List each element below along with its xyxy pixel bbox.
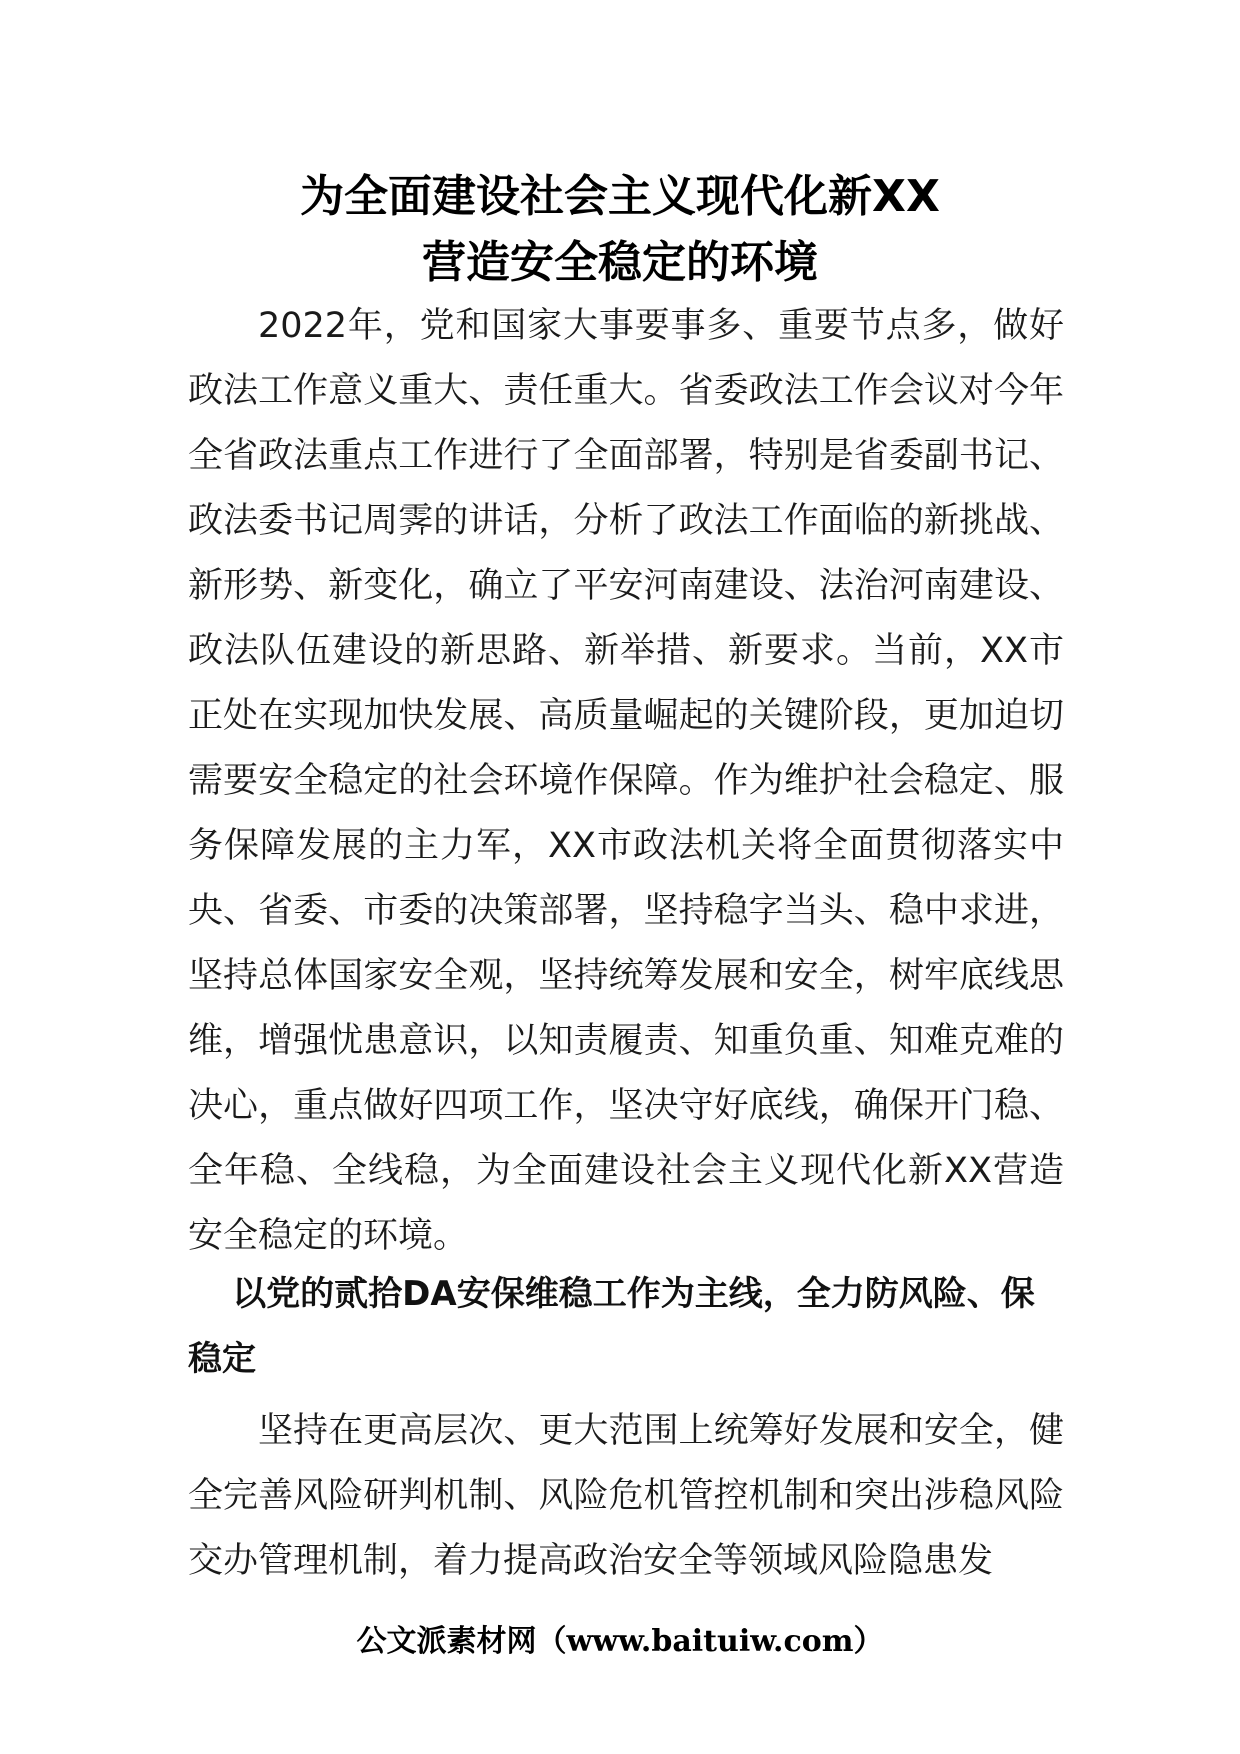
document-title-line-1: 为全面建设社会主义现代化新XX <box>300 171 940 222</box>
section-heading: 以党的贰拾DA安保维稳工作为主线，全力防风险、保稳定 <box>188 1274 1035 1379</box>
section-paragraph: 坚持在更高层次、更大范围上统筹好发展和安全，健全完善风险研判机制、风险危机管控机制和突出涉稳风险交办管理机制，着力提高政治安全等领域风险隐患发 <box>188 1411 1064 1581</box>
footer-watermark: 公文派素材网（www.baituiw.com） <box>356 1624 884 1659</box>
document-title-line-2: 营造安全稳定的环境 <box>422 237 818 288</box>
intro-paragraph: 2022年，党和国家大事要事多、重要节点多，做好政法工作意义重大、责任重大。省委政法工作会议对今年全省政法重点工作进行了全面部署，特别是省委副书记、政法委书记周霁的讲话，分析了政法工作面临的新挑战、新形势、新变化，确立了平安河南建设、法治河南建设、政法队伍建设的新思路、新举措、新要求。当前，XX市正处在实现加快发展、高质量崛起的关键阶段，更加迫切需要安全稳定的社会环境作保障。作为维护社会稳定、服务保障发展的主力军，XX市政法机关将全面贯彻落实中央、省委、市委的决策部署，坚持稳字当头、稳中求进，坚持总体国家安全观，坚持统筹发展和安全，树牢底线思维，增强忧患意识，以知责履责、知重负重、知难克难的决心，重点做好四项工作，坚决守好底线，确保开门稳、全年稳、全线稳，为全面建设社会主义现代化新XX营造安全稳定的环境。 <box>188 306 1064 1256</box>
